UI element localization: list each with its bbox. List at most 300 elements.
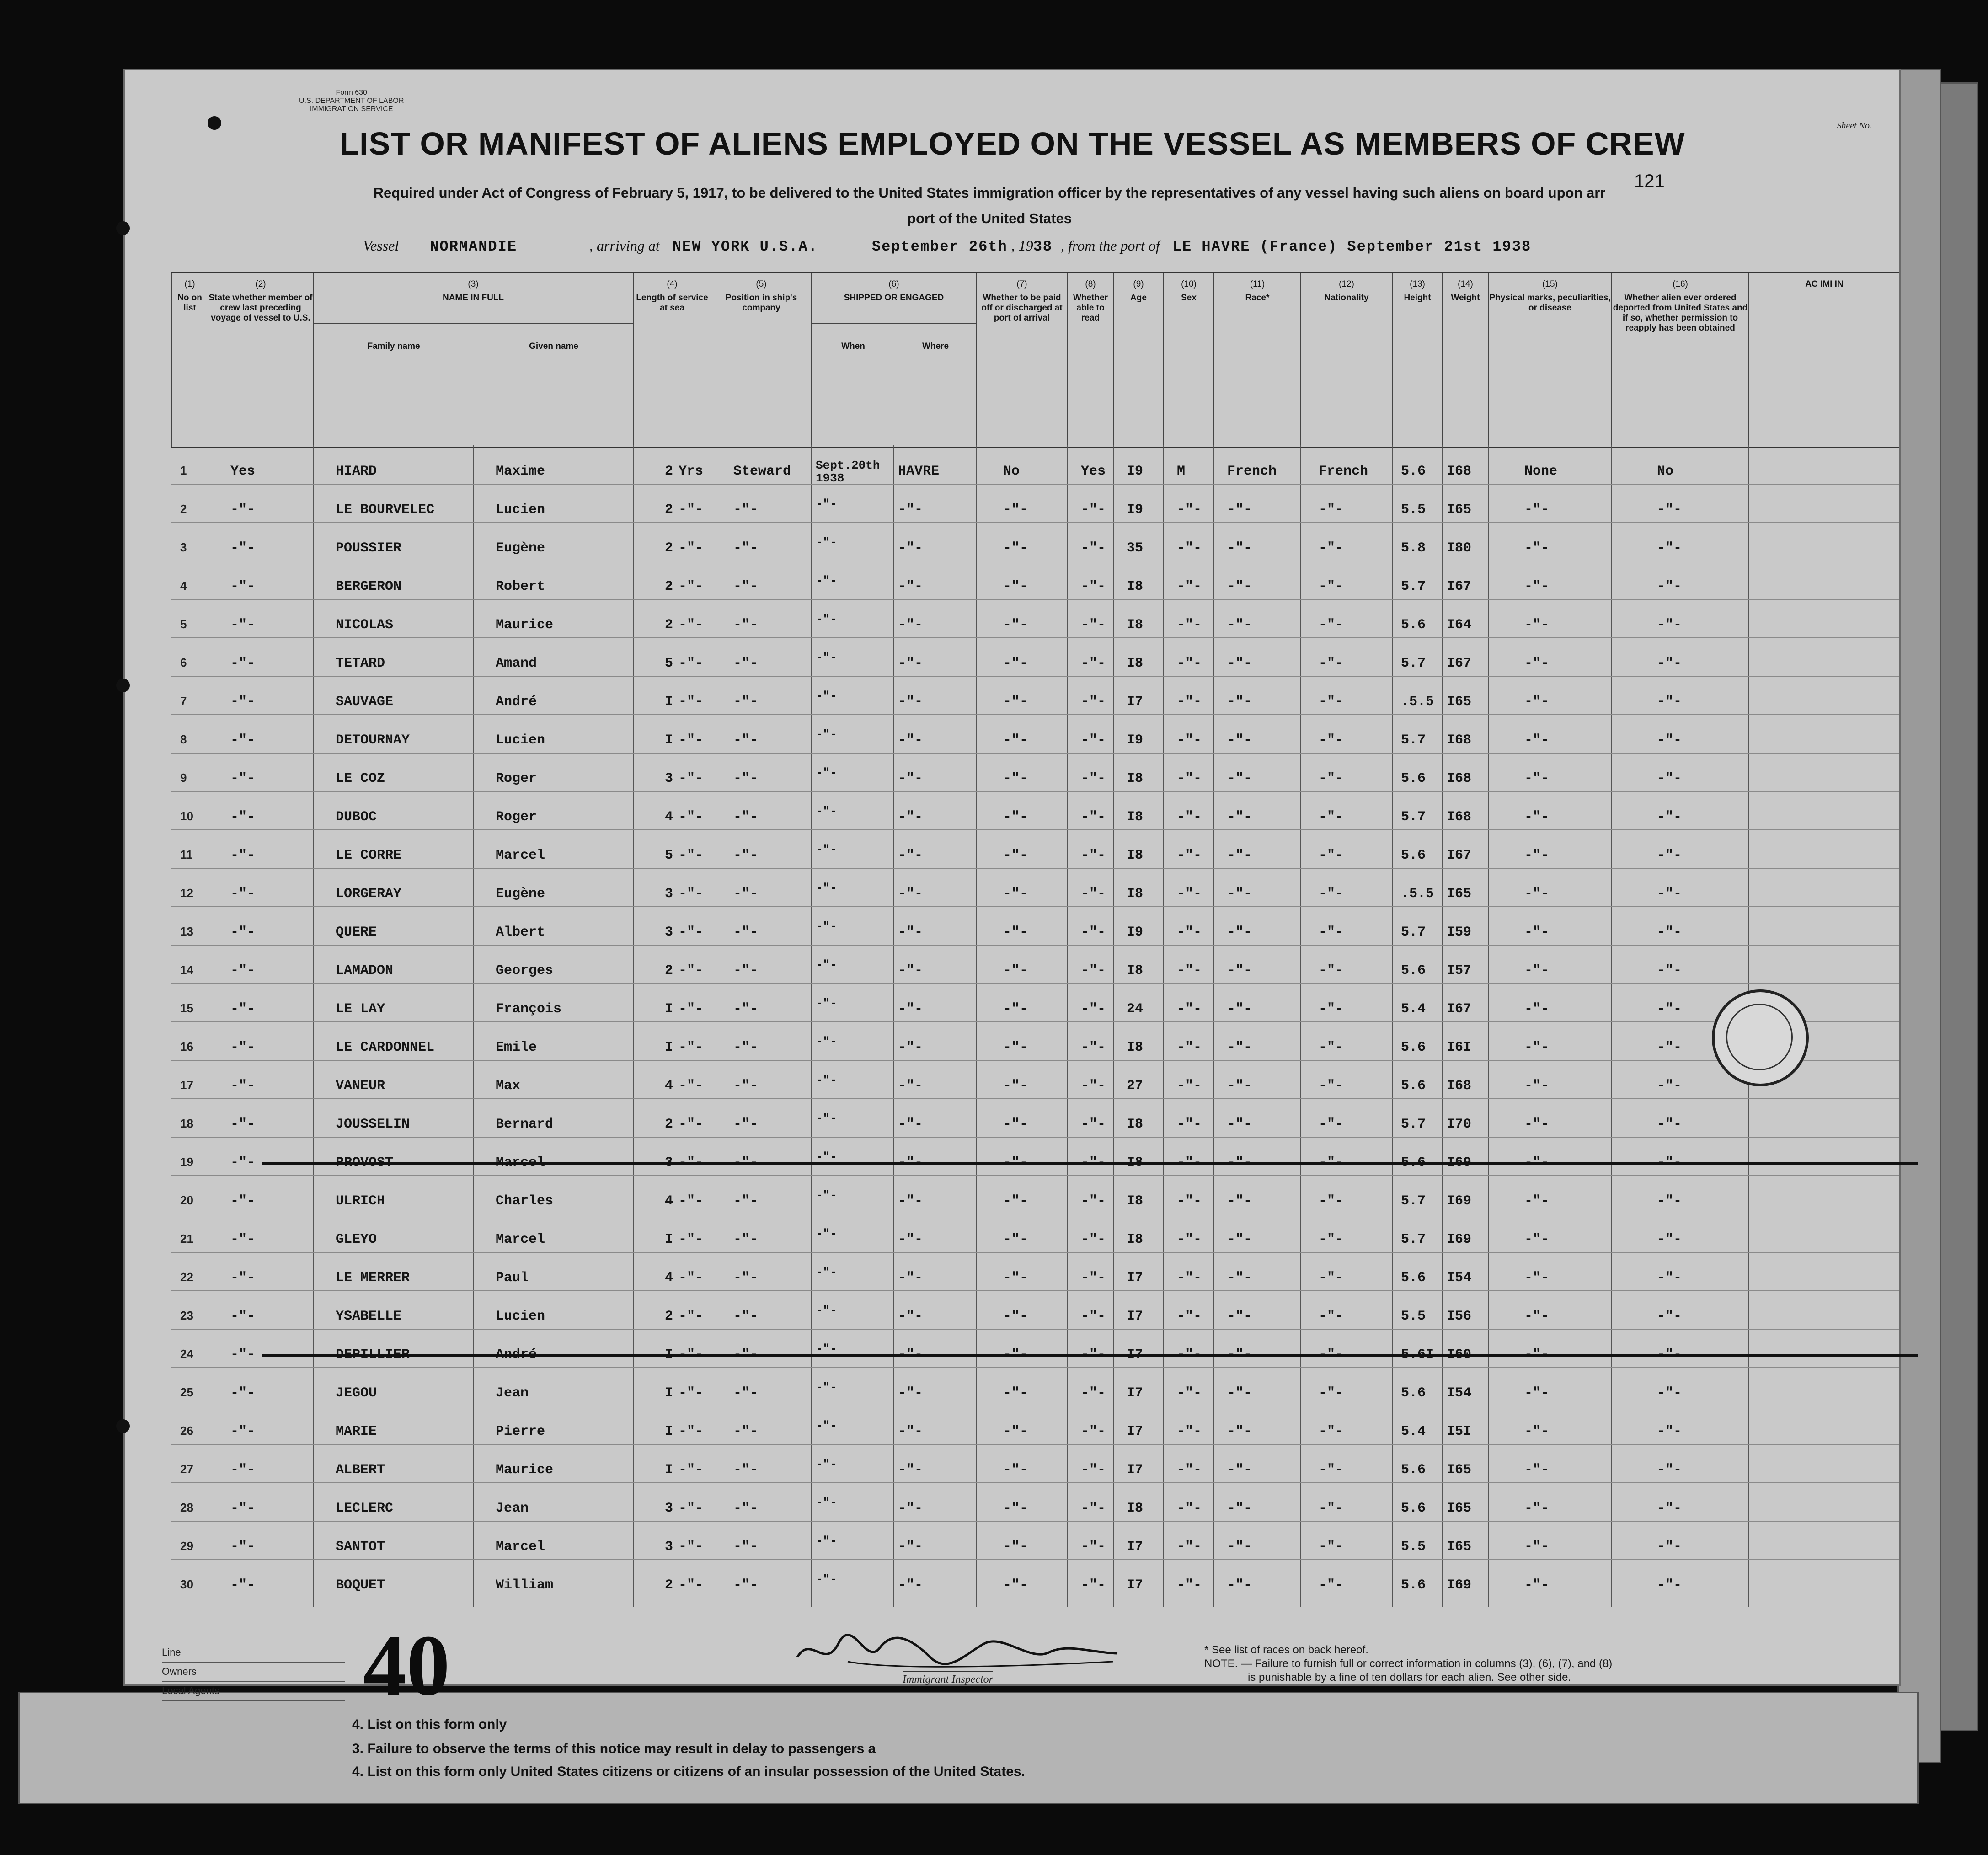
cell-deported: -"- [1657,963,1682,978]
cell-height: 5.7 [1401,1193,1426,1209]
cell-read: -"- [1081,771,1106,786]
cell-weight: I69 [1447,1155,1472,1171]
cell-age: 35 [1127,540,1144,556]
col-deported: (16) Whether alien ever ordered deported from United States and if so, whether permission to reapply has been obtained [1611,273,1748,447]
cell-yrs: -"- [679,1232,704,1247]
col-weight: (14) Weight [1442,273,1488,447]
cell-deported: -"- [1657,1078,1682,1094]
cell-given: Roger [496,771,537,786]
cell-prev: -"- [230,1501,256,1516]
cell-sex: -"- [1177,809,1202,825]
cell-age: I8 [1127,1232,1144,1247]
cell-age: I7 [1127,1424,1144,1439]
row-number: 8 [180,732,187,746]
cell-read: -"- [1081,1232,1106,1247]
cell-height: 5.6 [1401,1577,1426,1593]
row-number: 15 [180,1001,193,1015]
table-row [171,1521,1899,1560]
cell-marks: -"- [1524,1117,1550,1132]
cell-read: -"- [1081,925,1106,940]
cell-sex: -"- [1177,771,1202,786]
cell-age: I9 [1127,732,1144,748]
cell-service: 3 [665,771,673,786]
cell-read: -"- [1081,963,1106,978]
cell-position: -"- [733,1270,759,1286]
cell-weight: I5I [1447,1424,1472,1439]
cell-marks: -"- [1524,1501,1550,1516]
cell-when: -"- [816,958,837,972]
cell-sex: -"- [1177,732,1202,748]
cell-when: -"- [816,1496,837,1509]
row-number: 9 [180,771,187,785]
cell-weight: I69 [1447,1232,1472,1247]
cell-sex: -"- [1177,1040,1202,1055]
cell-deported: -"- [1657,1462,1682,1478]
cell-family: MARIE [336,1424,377,1439]
cell-deported: -"- [1657,1232,1682,1247]
cell-prev: -"- [230,1577,256,1593]
cell-height: 5.6 [1401,848,1426,863]
manifest-title: LIST OR MANIFEST OF ALIENS EMPLOYED ON THE VESSEL AS MEMBERS OF CREW [339,126,1685,161]
cell-deported: -"- [1657,694,1682,710]
cell-nationality: -"- [1319,1270,1344,1286]
cell-weight: I67 [1447,1001,1472,1017]
row-number: 10 [180,809,193,823]
cell-height: 5.6 [1401,771,1426,786]
cell-nationality: -"- [1319,848,1344,863]
cell-family: LE COZ [336,771,385,786]
cell-yrs: -"- [679,1193,704,1209]
cell-where: -"- [898,694,923,710]
cell-weight: I60 [1447,1347,1472,1363]
cell-nationality: -"- [1319,617,1344,633]
cell-prev: -"- [230,771,256,786]
cell-weight: I67 [1447,579,1472,594]
cell-when: -"- [816,727,837,741]
vessel-line: Vessel NORMANDIE , arriving at NEW YORK U.S.A. September 26th , 1938 , from the port of LE HAVRE (France) September 21st 1938 [363,237,1532,255]
cell-sex: -"- [1177,1577,1202,1593]
cell-prev: -"- [230,963,256,978]
cell-race: -"- [1227,1001,1252,1017]
cell-weight: I70 [1447,1117,1472,1132]
table-row [171,1060,1899,1099]
cell-yrs: -"- [679,963,704,978]
cell-read: -"- [1081,1270,1106,1286]
cell-yrs: -"- [679,732,704,748]
back-sheet [1897,69,1941,1763]
cell-sex: -"- [1177,1155,1202,1171]
cell-position: -"- [733,1232,759,1247]
cell-family: SANTOT [336,1539,385,1555]
table-row [171,1406,1899,1445]
cell-marks: -"- [1524,1078,1550,1094]
cell-marks: -"- [1524,886,1550,902]
cell-where: -"- [898,771,923,786]
cell-given: Lucien [496,1309,545,1324]
cell-read: -"- [1081,1424,1106,1439]
cell-paid: -"- [1003,732,1028,748]
cell-deported: -"- [1657,656,1682,671]
cell-service: 4 [665,1193,673,1209]
cell-nationality: -"- [1319,1539,1344,1555]
cell-service: I [665,1040,673,1055]
cell-marks: -"- [1524,1309,1550,1324]
cell-height: 5.6 [1401,1270,1426,1286]
cell-deported: -"- [1657,1539,1682,1555]
table-row [171,1367,1899,1406]
cell-yrs: -"- [679,1001,704,1017]
cell-deported: -"- [1657,848,1682,863]
cell-where: -"- [898,1078,923,1094]
cell-age: I8 [1127,656,1144,671]
manifest-subtitle: Required under Act of Congress of February 5, 1917, to be delivered to the United States immigration officer by the representatives of any vessel having such aliens on board upon arr port of the United States [373,185,1606,226]
cell-read: -"- [1081,1155,1106,1171]
cell-given: Charles [496,1193,554,1209]
cell-family: LE LAY [336,1001,385,1017]
cell-nationality: -"- [1319,1347,1344,1363]
cell-service: I [665,1462,673,1478]
cell-race: -"- [1227,1078,1252,1094]
cell-yrs: -"- [679,694,704,710]
cell-given: Eugène [496,540,545,556]
cell-prev: -"- [230,1078,256,1094]
cell-race: -"- [1227,1347,1252,1363]
cell-deported: -"- [1657,1117,1682,1132]
cell-race: -"- [1227,1193,1252,1209]
footer-notes: * See list of races on back hereof. NOTE. — Failure to furnish full or correct information in columns (3), (6), (7), and (8) is punishable by a fine of ten dollars for each alien. See other side. [1204,1644,1613,1684]
cell-service: 2 [665,540,673,556]
row-number: 30 [180,1577,193,1591]
cell-when: -"- [816,689,837,703]
cell-weight: I64 [1447,617,1472,633]
cell-read: -"- [1081,1193,1106,1209]
cell-family: YSABELLE [336,1309,402,1324]
cell-deported: -"- [1657,579,1682,594]
cell-sex: -"- [1177,1193,1202,1209]
cell-nationality: -"- [1319,809,1344,825]
cell-deported: -"- [1657,502,1682,518]
cell-given: François [496,1001,562,1017]
cell-given: Marcel [496,1155,545,1171]
cell-nationality: -"- [1319,963,1344,978]
cell-deported: -"- [1657,1347,1682,1363]
cell-position: -"- [733,1424,759,1439]
col-name: (3) NAME IN FULL Family name Given name [313,273,633,447]
cell-deported: -"- [1657,540,1682,556]
cell-deported: -"- [1657,886,1682,902]
table-row [171,829,1899,869]
cell-when: -"- [816,1380,837,1394]
cell-height: 5.7 [1401,656,1426,671]
row-number: 16 [180,1040,193,1053]
cell-weight: I65 [1447,694,1472,710]
cell-position: -"- [733,1385,759,1401]
cell-read: -"- [1081,1577,1106,1593]
cell-given: Maurice [496,1462,554,1478]
cell-deported: -"- [1657,1577,1682,1593]
cell-race: -"- [1227,771,1252,786]
cell-race: -"- [1227,809,1252,825]
cell-yrs: -"- [679,1347,704,1363]
cell-height: 5.4 [1401,1001,1426,1017]
cell-position: -"- [733,848,759,863]
cell-nationality: -"- [1319,1462,1344,1478]
crew-table [171,445,1899,1607]
cell-paid: -"- [1003,502,1028,518]
table-row [171,676,1899,715]
cell-where: -"- [898,1193,923,1209]
cell-race: -"- [1227,886,1252,902]
cell-when: -"- [816,1265,837,1279]
cell-paid: -"- [1003,1309,1028,1324]
cell-yrs: -"- [679,617,704,633]
cell-when: -"- [816,535,837,549]
cell-where: -"- [898,1501,923,1516]
cell-prev: -"- [230,1424,256,1439]
cell-service: 2 [665,963,673,978]
cell-age: I9 [1127,502,1144,518]
cell-when: -"- [816,651,837,664]
col-position: (5) Position in ship's company [711,273,811,447]
row-number: 27 [180,1462,193,1476]
cell-read: -"- [1081,1001,1106,1017]
cell-prev: -"- [230,1001,256,1017]
cell-race: -"- [1227,502,1252,518]
cell-position: -"- [733,1309,759,1324]
cell-prev: -"- [230,656,256,671]
cell-paid: -"- [1003,963,1028,978]
cell-deported: No [1657,464,1674,479]
cell-given: Bernard [496,1117,554,1132]
row-number: 5 [180,617,187,631]
cell-height: 5.7 [1401,732,1426,748]
cell-height: 5.7 [1401,809,1426,825]
cell-nationality: -"- [1319,1309,1344,1324]
cell-weight: I65 [1447,1501,1472,1516]
cell-sex: -"- [1177,1539,1202,1555]
cell-read: -"- [1081,1539,1106,1555]
form-number: Form 630 U.S. DEPARTMENT OF LABOR IMMIGRATION SERVICE [299,89,404,113]
cell-height: .5.5 [1401,694,1434,710]
cell-yrs: -"- [679,809,704,825]
cell-service: 5 [665,656,673,671]
cell-marks: -"- [1524,1193,1550,1209]
cell-marks: -"- [1524,1040,1550,1055]
cell-weight: I69 [1447,1577,1472,1593]
cell-position: -"- [733,694,759,710]
binder-hole [116,679,130,692]
cell-paid: -"- [1003,809,1028,825]
cell-yrs: -"- [679,848,704,863]
cell-height: 5.6 [1401,1501,1426,1516]
cell-nationality: -"- [1319,1117,1344,1132]
cell-height: 5.5 [1401,1309,1426,1324]
cell-yrs: -"- [679,1462,704,1478]
cell-age: I8 [1127,1117,1144,1132]
cell-race: -"- [1227,963,1252,978]
cell-nationality: -"- [1319,1040,1344,1055]
owners-field: Owners [162,1663,345,1682]
cell-family: LE CARDONNEL [336,1040,435,1055]
table-row [171,906,1899,946]
cell-family: LAMADON [336,963,394,978]
cell-position: -"- [733,502,759,518]
table-row [171,868,1899,907]
cell-height: 5.6 [1401,464,1426,479]
cell-paid: -"- [1003,1501,1028,1516]
cell-nationality: -"- [1319,1193,1344,1209]
cell-position: -"- [733,1040,759,1055]
row-number: 7 [180,694,187,708]
cell-age: I8 [1127,1193,1144,1209]
cell-deported: -"- [1657,1040,1682,1055]
consulate-stamp [1712,989,1809,1086]
cell-given: Robert [496,579,545,594]
cell-prev: Yes [230,464,256,479]
cell-height: 5.6 [1401,1078,1426,1094]
cell-deported: -"- [1657,1270,1682,1286]
cell-yrs: -"- [679,1117,704,1132]
cell-service: I [665,1001,673,1017]
cell-marks: -"- [1524,540,1550,556]
cell-service: I [665,1347,673,1363]
cell-weight: I67 [1447,848,1472,863]
cell-read: -"- [1081,1347,1106,1363]
cell-deported: -"- [1657,809,1682,825]
notice-line: 3. Failure to observe the terms of this notice may result in delay to passengers a [352,1741,876,1756]
cell-sex: -"- [1177,540,1202,556]
cell-prev: -"- [230,1347,256,1363]
cell-nationality: -"- [1319,694,1344,710]
cell-age: I8 [1127,963,1144,978]
cell-sex: -"- [1177,925,1202,940]
arrival-date: September 26th [871,238,1008,255]
cell-weight: I65 [1447,1462,1472,1478]
cell-marks: -"- [1524,1270,1550,1286]
cell-yrs: -"- [679,771,704,786]
cell-where: -"- [898,1117,923,1132]
cell-age: I7 [1127,1385,1144,1401]
cell-sex: -"- [1177,1347,1202,1363]
cell-race: -"- [1227,1232,1252,1247]
cell-prev: -"- [230,1270,256,1286]
cell-service: 2 [665,464,673,479]
cell-marks: -"- [1524,809,1550,825]
table-row [171,599,1899,638]
cell-read: -"- [1081,1462,1106,1478]
cell-family: PROVOST [336,1155,394,1171]
cell-paid: -"- [1003,694,1028,710]
cell-race: -"- [1227,1117,1252,1132]
cell-position: -"- [733,925,759,940]
cell-nationality: -"- [1319,1232,1344,1247]
cell-age: I7 [1127,1539,1144,1555]
cell-marks: -"- [1524,1347,1550,1363]
row-number: 12 [180,886,193,900]
cell-weight: I65 [1447,886,1472,902]
cell-service: I [665,694,673,710]
cell-when: -"- [816,612,837,626]
cell-sex: -"- [1177,1232,1202,1247]
cell-where: -"- [898,540,923,556]
cell-weight: I68 [1447,771,1472,786]
cell-read: -"- [1081,1309,1106,1324]
table-row [171,1021,1899,1061]
cell-given: Marcel [496,1232,545,1247]
cell-read: -"- [1081,694,1106,710]
col-prev-voyage: (2) State whether member of crew last preceding voyage of vessel to U.S. [208,273,313,447]
cell-nationality: -"- [1319,925,1344,940]
cell-family: DUBOC [336,809,377,825]
col-nationality: (12) Nationality [1300,273,1392,447]
cell-race: -"- [1227,732,1252,748]
cell-read: -"- [1081,809,1106,825]
cell-weight: I68 [1447,809,1472,825]
col-read: (8) Whether able to read [1067,273,1113,447]
cell-paid: -"- [1003,1155,1028,1171]
cell-sex: -"- [1177,1001,1202,1017]
table-row [171,1214,1899,1253]
cell-age: I8 [1127,1155,1144,1171]
cell-prev: -"- [230,1309,256,1324]
cell-nationality: -"- [1319,1001,1344,1017]
cell-position: -"- [733,1155,759,1171]
cell-given: Georges [496,963,554,978]
cell-paid: -"- [1003,848,1028,863]
cell-position: -"- [733,886,759,902]
cell-sex: -"- [1177,1424,1202,1439]
cell-when: -"- [816,1035,837,1048]
arrival-year: 38 [1033,238,1053,255]
cell-when: -"- [816,919,837,933]
cell-service: I [665,1232,673,1247]
cell-when: -"- [816,574,837,588]
cell-where: -"- [898,1309,923,1324]
cell-nationality: -"- [1319,1078,1344,1094]
cell-weight: I69 [1447,1193,1472,1209]
cell-nationality: -"- [1319,579,1344,594]
cell-given: Eugène [496,886,545,902]
cell-paid: -"- [1003,1347,1028,1363]
cell-when: -"- [816,804,837,818]
cell-prev: -"- [230,617,256,633]
cell-race: -"- [1227,1385,1252,1401]
cell-given: Roger [496,809,537,825]
cell-service: 4 [665,809,673,825]
cell-read: -"- [1081,617,1106,633]
cell-race: -"- [1227,1539,1252,1555]
cell-paid: -"- [1003,886,1028,902]
cell-sex: -"- [1177,694,1202,710]
cell-race: -"- [1227,1309,1252,1324]
cell-service: 4 [665,1270,673,1286]
cell-position: -"- [733,579,759,594]
cell-weight: I54 [1447,1270,1472,1286]
table-row [171,522,1899,561]
cell-position: -"- [733,1501,759,1516]
cell-marks: -"- [1524,771,1550,786]
cell-deported: -"- [1657,1309,1682,1324]
cell-height: 5.7 [1401,925,1426,940]
cell-service: 2 [665,617,673,633]
cell-family: NICOLAS [336,617,394,633]
cell-height: 5.6 [1401,963,1426,978]
cell-paid: -"- [1003,1232,1028,1247]
cell-position: -"- [733,771,759,786]
cell-read: -"- [1081,540,1106,556]
cell-age: I8 [1127,809,1144,825]
cell-sex: -"- [1177,1385,1202,1401]
